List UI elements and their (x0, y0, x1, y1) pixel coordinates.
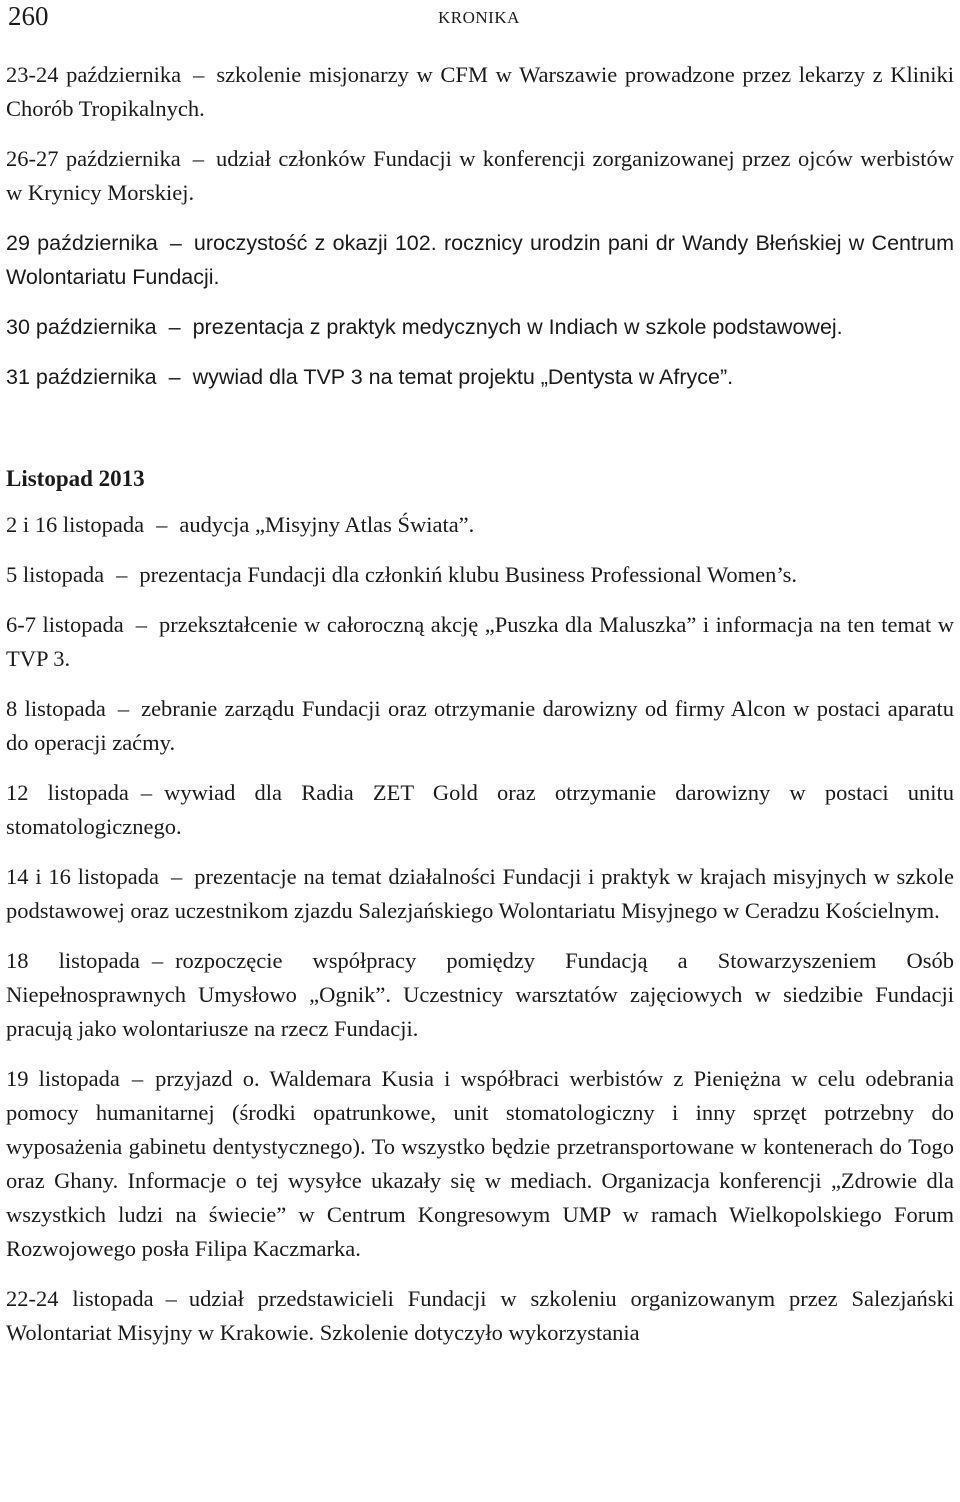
chronicle-entry (6, 226, 954, 294)
running-head: KRONIKA (438, 8, 520, 27)
chronicle-entry (6, 58, 954, 126)
page-number: 260 (8, 1, 49, 31)
entry-dash: – (165, 1286, 177, 1311)
entry-dash: – (192, 146, 205, 171)
entry-text: zebranie zarządu Fundacji oraz otrzymanie darowizny od firmy Alcon w postaci aparatu do operacji zaćmy. (6, 696, 954, 755)
entry-dash: – (131, 1066, 144, 1091)
entry-text: prezentacje na temat działalności Fundacji i praktyk w krajach misyjnych w szkole podstawowej oraz uczestnikom zjazdu Salezjańskiego Wolontariatu Misyjnego w Ceradzu Kościelnym. (6, 864, 955, 923)
chronicle-entry (6, 310, 954, 344)
october-entries (6, 58, 954, 394)
entry-date: 12 listopada (6, 780, 129, 805)
entry-text: przekształcenie w całoroczną akcję „Puszka dla Maluszka” i informacja na ten temat w TVP 3. (6, 612, 954, 671)
chronicle-entry (6, 944, 954, 1046)
entry-date: 18 listopada (6, 948, 140, 973)
section-title: Listopad 2013 (6, 466, 145, 491)
page-header (6, 0, 954, 38)
entry-dash: – (169, 231, 182, 255)
entry-dash: – (168, 365, 181, 389)
chronicle-entry (6, 508, 954, 542)
chronicle-entry (6, 776, 954, 844)
chronicle-entry (6, 608, 954, 676)
entry-text: udział przedstawicieli Fundacji w szkoleniu organizowanym przez Salezjański Wolontariat Misyjny w Krakowie. Szkolenie dotyczyło wykorzystania (6, 1286, 954, 1345)
entry-text: szkolenie misjonarzy w CFM w Warszawie prowadzone przez lekarzy z Kliniki Chorób Tropikalnych. (6, 62, 954, 121)
entry-date: 2 i 16 listopada (6, 512, 145, 537)
entry-date: 5 listopada (6, 562, 105, 587)
entry-dash: – (168, 315, 181, 339)
entry-dash: – (117, 696, 130, 721)
entry-text: przyjazd o. Waldemara Kusia i współbraci werbistów z Pieniężna w celu odebrania pomocy humanitarnej (środki opatrunkowe, unit stomatologiczny i inny sprzęt potrzebny do wyposażenia gabinetu dentystycznego). To wszystko będzie przetransportowane w kontenerach do Togo oraz Ghany. Informacje o tej wysyłce ukazały się w mediach. Organizacja konferencji „Zdrowie dla wszystkich ludzi na świecie” w Centrum Kongresowym UMP w ramach Wielkopolskiego Forum Rozwojowego posła Filipa Kaczmarka. (6, 1066, 954, 1261)
chronicle-entry (6, 692, 954, 760)
entry-date: 22-24 listopada (6, 1286, 154, 1311)
entry-date: 19 listopada (6, 1066, 120, 1091)
entry-text: prezentacja z praktyk medycznych w Indiach w szkole podstawowej. (192, 315, 843, 339)
entry-date: 31 października (6, 365, 157, 389)
chronicle-entry (6, 558, 954, 592)
entry-text: udział członków Fundacji w konferencji zorganizowanej przez ojców werbistów w Krynicy Morskiej. (6, 146, 954, 205)
entry-text: prezentacja Fundacji dla członkiń klubu Business Professional Women’s. (139, 562, 798, 587)
entry-dash: – (170, 864, 183, 889)
chronicle-entry (6, 360, 954, 394)
november-entries (6, 508, 954, 1350)
entry-date: 8 listopada (6, 696, 106, 721)
entry-text: audycja „Misyjny Atlas Świata”. (179, 512, 475, 537)
entry-text: rozpoczęcie współpracy pomiędzy Fundacją a Stowarzyszeniem Osób Niepełnosprawnych Umysłowo „Ognik”. Uczestnicy warsztatów zajęciowych w siedzibie Fundacji pracują jako wolontariusze na rzecz Fundacji. (6, 948, 955, 1041)
entry-dash: – (156, 512, 168, 537)
chronicle-entry (6, 860, 954, 928)
entry-dash: – (116, 562, 128, 587)
entry-dash: – (193, 62, 205, 87)
chronicle-entry (6, 142, 954, 210)
section-spacer (6, 410, 954, 462)
entry-date: 6-7 listopada (6, 612, 124, 637)
entry-text: wywiad dla Radia ZET Gold oraz otrzymanie darowizny w postaci unitu stomatologicznego. (6, 780, 954, 839)
entry-date: 29 października (6, 231, 158, 255)
entry-date: 23-24 października (6, 62, 182, 87)
chronicle-entry (6, 1282, 954, 1350)
entry-text: wywiad dla TVP 3 na temat projektu „Dentysta w Afryce”. (192, 365, 734, 389)
entry-dash: – (140, 780, 153, 805)
entry-dash: – (151, 948, 164, 973)
entry-dash: – (135, 612, 147, 637)
entry-date: 14 i 16 listopada (6, 864, 159, 889)
chronicle-entry (6, 1062, 954, 1266)
entry-text: uroczystość z okazji 102. rocznicy urodzin pani dr Wandy Błeńskiej w Centrum Wolontariatu Fundacji. (6, 231, 954, 289)
entry-date: 30 października (6, 315, 157, 339)
entry-date: 26-27 października (6, 146, 181, 171)
